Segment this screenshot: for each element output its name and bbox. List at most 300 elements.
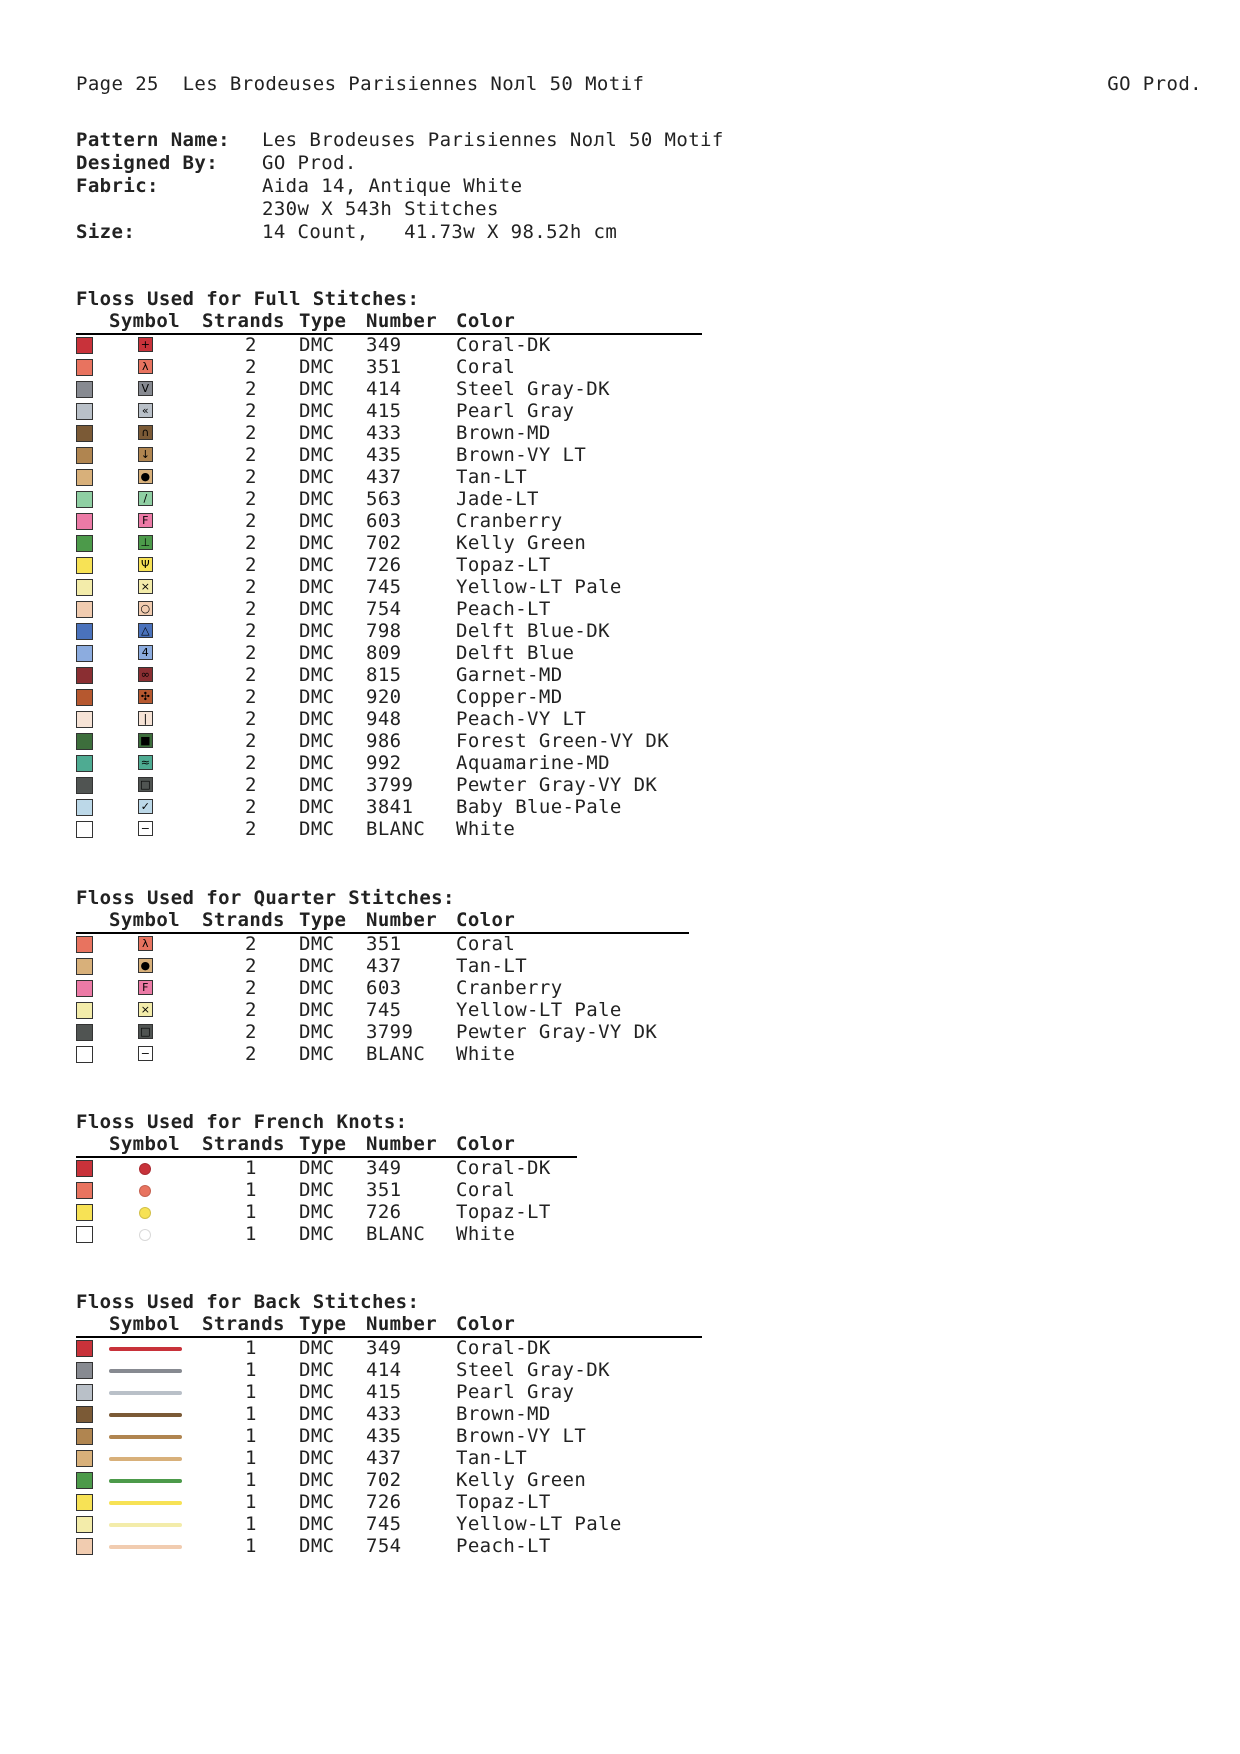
color-name: Jade-LT <box>456 488 539 510</box>
floss-row <box>76 1425 702 1447</box>
type-value: DMC <box>299 598 335 620</box>
color-swatch <box>76 1472 93 1489</box>
color-name: Brown-MD <box>456 1403 551 1425</box>
color-name: Forest Green-VY DK <box>456 730 670 752</box>
type-value: DMC <box>299 1359 335 1381</box>
column-headers <box>76 310 702 332</box>
strands-value: 1 <box>245 1469 257 1491</box>
number-value: 702 <box>366 1469 402 1491</box>
floss-row <box>76 1043 689 1065</box>
type-value: DMC <box>299 642 335 664</box>
strands-value: 2 <box>245 1021 257 1043</box>
strands-value: 2 <box>245 1043 257 1065</box>
floss-row <box>76 1381 702 1403</box>
floss-row <box>76 488 702 510</box>
floss-row <box>76 1179 577 1201</box>
column-header-strands: Strands <box>202 909 285 931</box>
strands-value: 1 <box>245 1491 257 1513</box>
section-title: Floss Used for Back Stitches: <box>76 1291 420 1313</box>
strands-value: 1 <box>245 1535 257 1557</box>
strands-value: 1 <box>245 1403 257 1425</box>
stitch-symbol-icon: □ <box>138 1024 153 1039</box>
color-swatch <box>76 645 93 662</box>
floss-row <box>76 933 689 955</box>
number-value: 745 <box>366 999 402 1021</box>
floss-row <box>76 708 702 730</box>
strands-value: 1 <box>245 1201 257 1223</box>
color-name: Kelly Green <box>456 1469 587 1491</box>
strands-value: 2 <box>245 510 257 532</box>
floss-row <box>76 532 702 554</box>
floss-row <box>76 818 702 840</box>
stitch-symbol-icon: « <box>138 403 153 418</box>
floss-row <box>76 510 702 532</box>
page-header <box>76 73 644 95</box>
section-title: Floss Used for French Knots: <box>76 1111 408 1133</box>
color-swatch <box>76 1046 93 1063</box>
type-value: DMC <box>299 1535 335 1557</box>
strands-value: 2 <box>245 642 257 664</box>
color-name: Brown-VY LT <box>456 1425 587 1447</box>
stitch-symbol-icon: − <box>138 821 153 836</box>
number-value: 414 <box>366 378 402 400</box>
type-value: DMC <box>299 999 335 1021</box>
fabric-value: Aida 14, Antique White <box>262 175 523 197</box>
number-value: 745 <box>366 576 402 598</box>
stitch-symbol-icon: ↓ <box>138 447 153 462</box>
color-name: Aquamarine-MD <box>456 752 610 774</box>
number-value: 433 <box>366 1403 402 1425</box>
type-value: DMC <box>299 1469 335 1491</box>
type-value: DMC <box>299 1223 335 1245</box>
column-header-color: Color <box>456 909 516 931</box>
number-value: 726 <box>366 554 402 576</box>
back-stitch-line-icon <box>109 1545 182 1549</box>
column-header-symbol: Symbol <box>109 1133 181 1155</box>
color-name: Pewter Gray-VY DK <box>456 774 658 796</box>
type-value: DMC <box>299 444 335 466</box>
number-value: 351 <box>366 356 402 378</box>
color-swatch <box>76 469 93 486</box>
color-swatch <box>76 936 93 953</box>
type-value: DMC <box>299 686 335 708</box>
type-value: DMC <box>299 796 335 818</box>
color-name: Delft Blue-DK <box>456 620 610 642</box>
color-swatch <box>76 821 93 838</box>
color-name: Topaz-LT <box>456 1491 551 1513</box>
floss-row <box>76 1513 702 1535</box>
number-value: 992 <box>366 752 402 774</box>
color-swatch <box>76 1450 93 1467</box>
section-title: Floss Used for Full Stitches: <box>76 288 420 310</box>
type-value: DMC <box>299 400 335 422</box>
strands-value: 2 <box>245 554 257 576</box>
floss-row <box>76 1447 702 1469</box>
type-value: DMC <box>299 1403 335 1425</box>
color-swatch <box>76 1182 93 1199</box>
column-header-color: Color <box>456 310 516 332</box>
full-stitches-section <box>76 288 702 840</box>
stitch-symbol-icon: ● <box>138 469 153 484</box>
type-value: DMC <box>299 1381 335 1403</box>
color-swatch <box>76 513 93 530</box>
color-name: Coral-DK <box>456 1157 551 1179</box>
back-stitch-line-icon <box>109 1479 182 1483</box>
number-value: 809 <box>366 642 402 664</box>
column-header-strands: Strands <box>202 1313 285 1335</box>
color-swatch <box>76 1538 93 1555</box>
floss-row <box>76 730 702 752</box>
number-value: 702 <box>366 532 402 554</box>
color-name: Yellow-LT Pale <box>456 999 622 1021</box>
strands-value: 2 <box>245 620 257 642</box>
number-value: 920 <box>366 686 402 708</box>
strands-value: 2 <box>245 422 257 444</box>
type-value: DMC <box>299 1043 335 1065</box>
color-swatch <box>76 1406 93 1423</box>
type-value: DMC <box>299 334 335 356</box>
color-swatch <box>76 557 93 574</box>
number-value: 351 <box>366 933 402 955</box>
strands-value: 1 <box>245 1381 257 1403</box>
type-value: DMC <box>299 730 335 752</box>
column-header-color: Color <box>456 1313 516 1335</box>
type-value: DMC <box>299 1179 335 1201</box>
color-name: Yellow-LT Pale <box>456 576 622 598</box>
number-value: 948 <box>366 708 402 730</box>
type-value: DMC <box>299 466 335 488</box>
strands-value: 2 <box>245 378 257 400</box>
type-value: DMC <box>299 378 335 400</box>
color-name: Coral <box>456 933 516 955</box>
floss-row <box>76 444 702 466</box>
color-swatch <box>76 425 93 442</box>
type-value: DMC <box>299 510 335 532</box>
floss-row <box>76 1469 702 1491</box>
strands-value: 2 <box>245 598 257 620</box>
stitch-symbol-icon: ○ <box>138 601 153 616</box>
floss-row <box>76 1535 702 1557</box>
strands-value: 2 <box>245 730 257 752</box>
floss-row <box>76 1337 702 1359</box>
strands-value: 2 <box>245 356 257 378</box>
type-value: DMC <box>299 933 335 955</box>
stitch-symbol-icon: □ <box>138 777 153 792</box>
floss-row <box>76 466 702 488</box>
color-swatch <box>76 1362 93 1379</box>
number-value: 437 <box>366 466 402 488</box>
number-value: BLANC <box>366 1043 426 1065</box>
french-knot-icon <box>139 1185 151 1197</box>
stitch-symbol-icon: ∞ <box>138 667 153 682</box>
floss-row <box>76 356 702 378</box>
section-title: Floss Used for Quarter Stitches: <box>76 887 455 909</box>
strands-value: 2 <box>245 576 257 598</box>
column-header-type: Type <box>299 310 347 332</box>
number-value: 754 <box>366 598 402 620</box>
color-name: Pewter Gray-VY DK <box>456 1021 658 1043</box>
color-name: Yellow-LT Pale <box>456 1513 622 1535</box>
color-name: Steel Gray-DK <box>456 378 610 400</box>
floss-row <box>76 1491 702 1513</box>
floss-row <box>76 620 702 642</box>
color-name: Peach-LT <box>456 598 551 620</box>
stitch-symbol-icon: × <box>138 579 153 594</box>
strands-value: 2 <box>245 664 257 686</box>
type-value: DMC <box>299 1337 335 1359</box>
color-swatch <box>76 689 93 706</box>
column-header-number: Number <box>366 909 438 931</box>
color-name: Peach-LT <box>456 1535 551 1557</box>
color-swatch <box>76 447 93 464</box>
number-value: 754 <box>366 1535 402 1557</box>
color-swatch <box>76 777 93 794</box>
color-swatch <box>76 667 93 684</box>
color-name: Baby Blue-Pale <box>456 796 622 818</box>
column-header-number: Number <box>366 1133 438 1155</box>
header-author: GO Prod. <box>1107 73 1202 95</box>
designer-label: Designed By: <box>76 152 219 174</box>
stitch-symbol-icon: Ψ <box>138 557 153 572</box>
color-name: Coral-DK <box>456 1337 551 1359</box>
color-name: Cranberry <box>456 977 563 999</box>
color-name: Topaz-LT <box>456 1201 551 1223</box>
floss-row <box>76 334 702 356</box>
number-value: 815 <box>366 664 402 686</box>
stitch-symbol-icon: 4 <box>138 645 153 660</box>
back-stitches-section <box>76 1291 702 1557</box>
size-value: 14 Count, 41.73w X 98.52h cm <box>262 221 618 243</box>
floss-row <box>76 400 702 422</box>
color-swatch <box>76 1024 93 1041</box>
color-name: Garnet-MD <box>456 664 563 686</box>
french-knot-icon <box>139 1207 151 1219</box>
color-name: Brown-VY LT <box>456 444 587 466</box>
french-knots-section <box>76 1111 577 1245</box>
color-name: Coral-DK <box>456 334 551 356</box>
number-value: 415 <box>366 400 402 422</box>
type-value: DMC <box>299 818 335 840</box>
number-value: 349 <box>366 1337 402 1359</box>
type-value: DMC <box>299 1157 335 1179</box>
number-value: 349 <box>366 1157 402 1179</box>
number-value: 726 <box>366 1201 402 1223</box>
color-name: Topaz-LT <box>456 554 551 576</box>
color-name: Pearl Gray <box>456 1381 575 1403</box>
color-swatch <box>76 1002 93 1019</box>
stitch-symbol-icon: | <box>138 711 153 726</box>
color-swatch <box>76 1516 93 1533</box>
color-swatch <box>76 535 93 552</box>
color-swatch <box>76 980 93 997</box>
number-value: 603 <box>366 977 402 999</box>
color-swatch <box>76 711 93 728</box>
floss-row <box>76 598 702 620</box>
type-value: DMC <box>299 955 335 977</box>
color-name: Peach-VY LT <box>456 708 587 730</box>
back-stitch-line-icon <box>109 1391 182 1395</box>
floss-row <box>76 752 702 774</box>
number-value: 349 <box>366 334 402 356</box>
color-name: Copper-MD <box>456 686 563 708</box>
color-swatch <box>76 733 93 750</box>
number-value: BLANC <box>366 1223 426 1245</box>
color-name: Coral <box>456 356 516 378</box>
type-value: DMC <box>299 356 335 378</box>
stitch-symbol-icon: F <box>138 980 153 995</box>
floss-row <box>76 378 702 400</box>
color-swatch <box>76 1494 93 1511</box>
type-value: DMC <box>299 554 335 576</box>
type-value: DMC <box>299 1425 335 1447</box>
number-value: 3799 <box>366 774 414 796</box>
type-value: DMC <box>299 708 335 730</box>
column-header-color: Color <box>456 1133 516 1155</box>
stitch-symbol-icon: V <box>138 381 153 396</box>
floss-row <box>76 642 702 664</box>
color-name: Kelly Green <box>456 532 587 554</box>
floss-row <box>76 554 702 576</box>
color-swatch <box>76 403 93 420</box>
stitch-symbol-icon: / <box>138 491 153 506</box>
column-header-type: Type <box>299 1313 347 1335</box>
stitch-symbol-icon: △ <box>138 623 153 638</box>
color-name: White <box>456 1043 516 1065</box>
strands-value: 2 <box>245 708 257 730</box>
column-header-type: Type <box>299 909 347 931</box>
color-swatch <box>76 623 93 640</box>
color-name: White <box>456 818 516 840</box>
number-value: 603 <box>366 510 402 532</box>
strands-value: 2 <box>245 818 257 840</box>
strands-value: 1 <box>245 1157 257 1179</box>
pattern-name-value: Les Brodeuses Parisiennes Noлl 50 Motif <box>262 129 724 151</box>
number-value: 414 <box>366 1359 402 1381</box>
color-swatch <box>76 601 93 618</box>
color-swatch <box>76 755 93 772</box>
stitch-symbol-icon: ⊥ <box>138 535 153 550</box>
type-value: DMC <box>299 620 335 642</box>
stitch-symbol-icon: + <box>138 337 153 352</box>
floss-row <box>76 999 689 1021</box>
color-swatch <box>76 1204 93 1221</box>
back-stitch-line-icon <box>109 1457 182 1461</box>
stitch-count-value: 230w X 543h Stitches <box>262 198 499 220</box>
floss-row <box>76 1157 577 1179</box>
floss-row <box>76 1359 702 1381</box>
type-value: DMC <box>299 1513 335 1535</box>
floss-row <box>76 1201 577 1223</box>
strands-value: 1 <box>245 1513 257 1535</box>
column-header-type: Type <box>299 1133 347 1155</box>
color-swatch <box>76 799 93 816</box>
pattern-name-label: Pattern Name: <box>76 129 230 151</box>
color-swatch <box>76 1340 93 1357</box>
stitch-symbol-icon: − <box>138 1046 153 1061</box>
column-header-strands: Strands <box>202 1133 285 1155</box>
strands-value: 2 <box>245 334 257 356</box>
column-header-symbol: Symbol <box>109 1313 181 1335</box>
column-headers <box>76 909 689 931</box>
type-value: DMC <box>299 977 335 999</box>
color-swatch <box>76 491 93 508</box>
strands-value: 2 <box>245 400 257 422</box>
strands-value: 2 <box>245 999 257 1021</box>
back-stitch-line-icon <box>109 1369 182 1373</box>
number-value: 351 <box>366 1179 402 1201</box>
number-value: 415 <box>366 1381 402 1403</box>
strands-value: 1 <box>245 1447 257 1469</box>
type-value: DMC <box>299 1201 335 1223</box>
color-swatch <box>76 1226 93 1243</box>
floss-row <box>76 796 702 818</box>
strands-value: 1 <box>245 1179 257 1201</box>
color-name: Tan-LT <box>456 955 528 977</box>
type-value: DMC <box>299 422 335 444</box>
strands-value: 2 <box>245 933 257 955</box>
number-value: 433 <box>366 422 402 444</box>
stitch-symbol-icon: F <box>138 513 153 528</box>
stitch-symbol-icon: ∩ <box>138 425 153 440</box>
number-value: 745 <box>366 1513 402 1535</box>
stitch-symbol-icon: ✓ <box>138 799 153 814</box>
type-value: DMC <box>299 1021 335 1043</box>
color-name: White <box>456 1223 516 1245</box>
number-value: 435 <box>366 1425 402 1447</box>
floss-row <box>76 664 702 686</box>
column-header-strands: Strands <box>202 310 285 332</box>
floss-row <box>76 422 702 444</box>
designer-value: GO Prod. <box>262 152 357 174</box>
stitch-symbol-icon: ✣ <box>138 689 153 704</box>
floss-row <box>76 686 702 708</box>
floss-row <box>76 1223 577 1245</box>
number-value: 435 <box>366 444 402 466</box>
color-name: Pearl Gray <box>456 400 575 422</box>
strands-value: 1 <box>245 1359 257 1381</box>
strands-value: 2 <box>245 955 257 977</box>
number-value: 563 <box>366 488 402 510</box>
strands-value: 2 <box>245 796 257 818</box>
stitch-symbol-icon: λ <box>138 359 153 374</box>
color-name: Tan-LT <box>456 1447 528 1469</box>
strands-value: 2 <box>245 532 257 554</box>
column-header-number: Number <box>366 1313 438 1335</box>
color-swatch <box>76 1428 93 1445</box>
fabric-label: Fabric: <box>76 175 159 197</box>
back-stitch-line-icon <box>109 1435 182 1439</box>
back-stitch-line-icon <box>109 1523 182 1527</box>
strands-value: 2 <box>245 686 257 708</box>
column-header-symbol: Symbol <box>109 909 181 931</box>
color-swatch <box>76 1384 93 1401</box>
header-title: Les Brodeuses Parisiennes Noлl 50 Motif <box>182 73 645 95</box>
type-value: DMC <box>299 532 335 554</box>
number-value: 726 <box>366 1491 402 1513</box>
color-name: Brown-MD <box>456 422 551 444</box>
number-value: 437 <box>366 1447 402 1469</box>
type-value: DMC <box>299 752 335 774</box>
strands-value: 2 <box>245 466 257 488</box>
strands-value: 2 <box>245 752 257 774</box>
floss-row <box>76 977 689 999</box>
strands-value: 2 <box>245 444 257 466</box>
type-value: DMC <box>299 488 335 510</box>
back-stitch-line-icon <box>109 1413 182 1417</box>
strands-value: 1 <box>245 1223 257 1245</box>
stitch-symbol-icon: × <box>138 1002 153 1017</box>
number-value: 3841 <box>366 796 414 818</box>
